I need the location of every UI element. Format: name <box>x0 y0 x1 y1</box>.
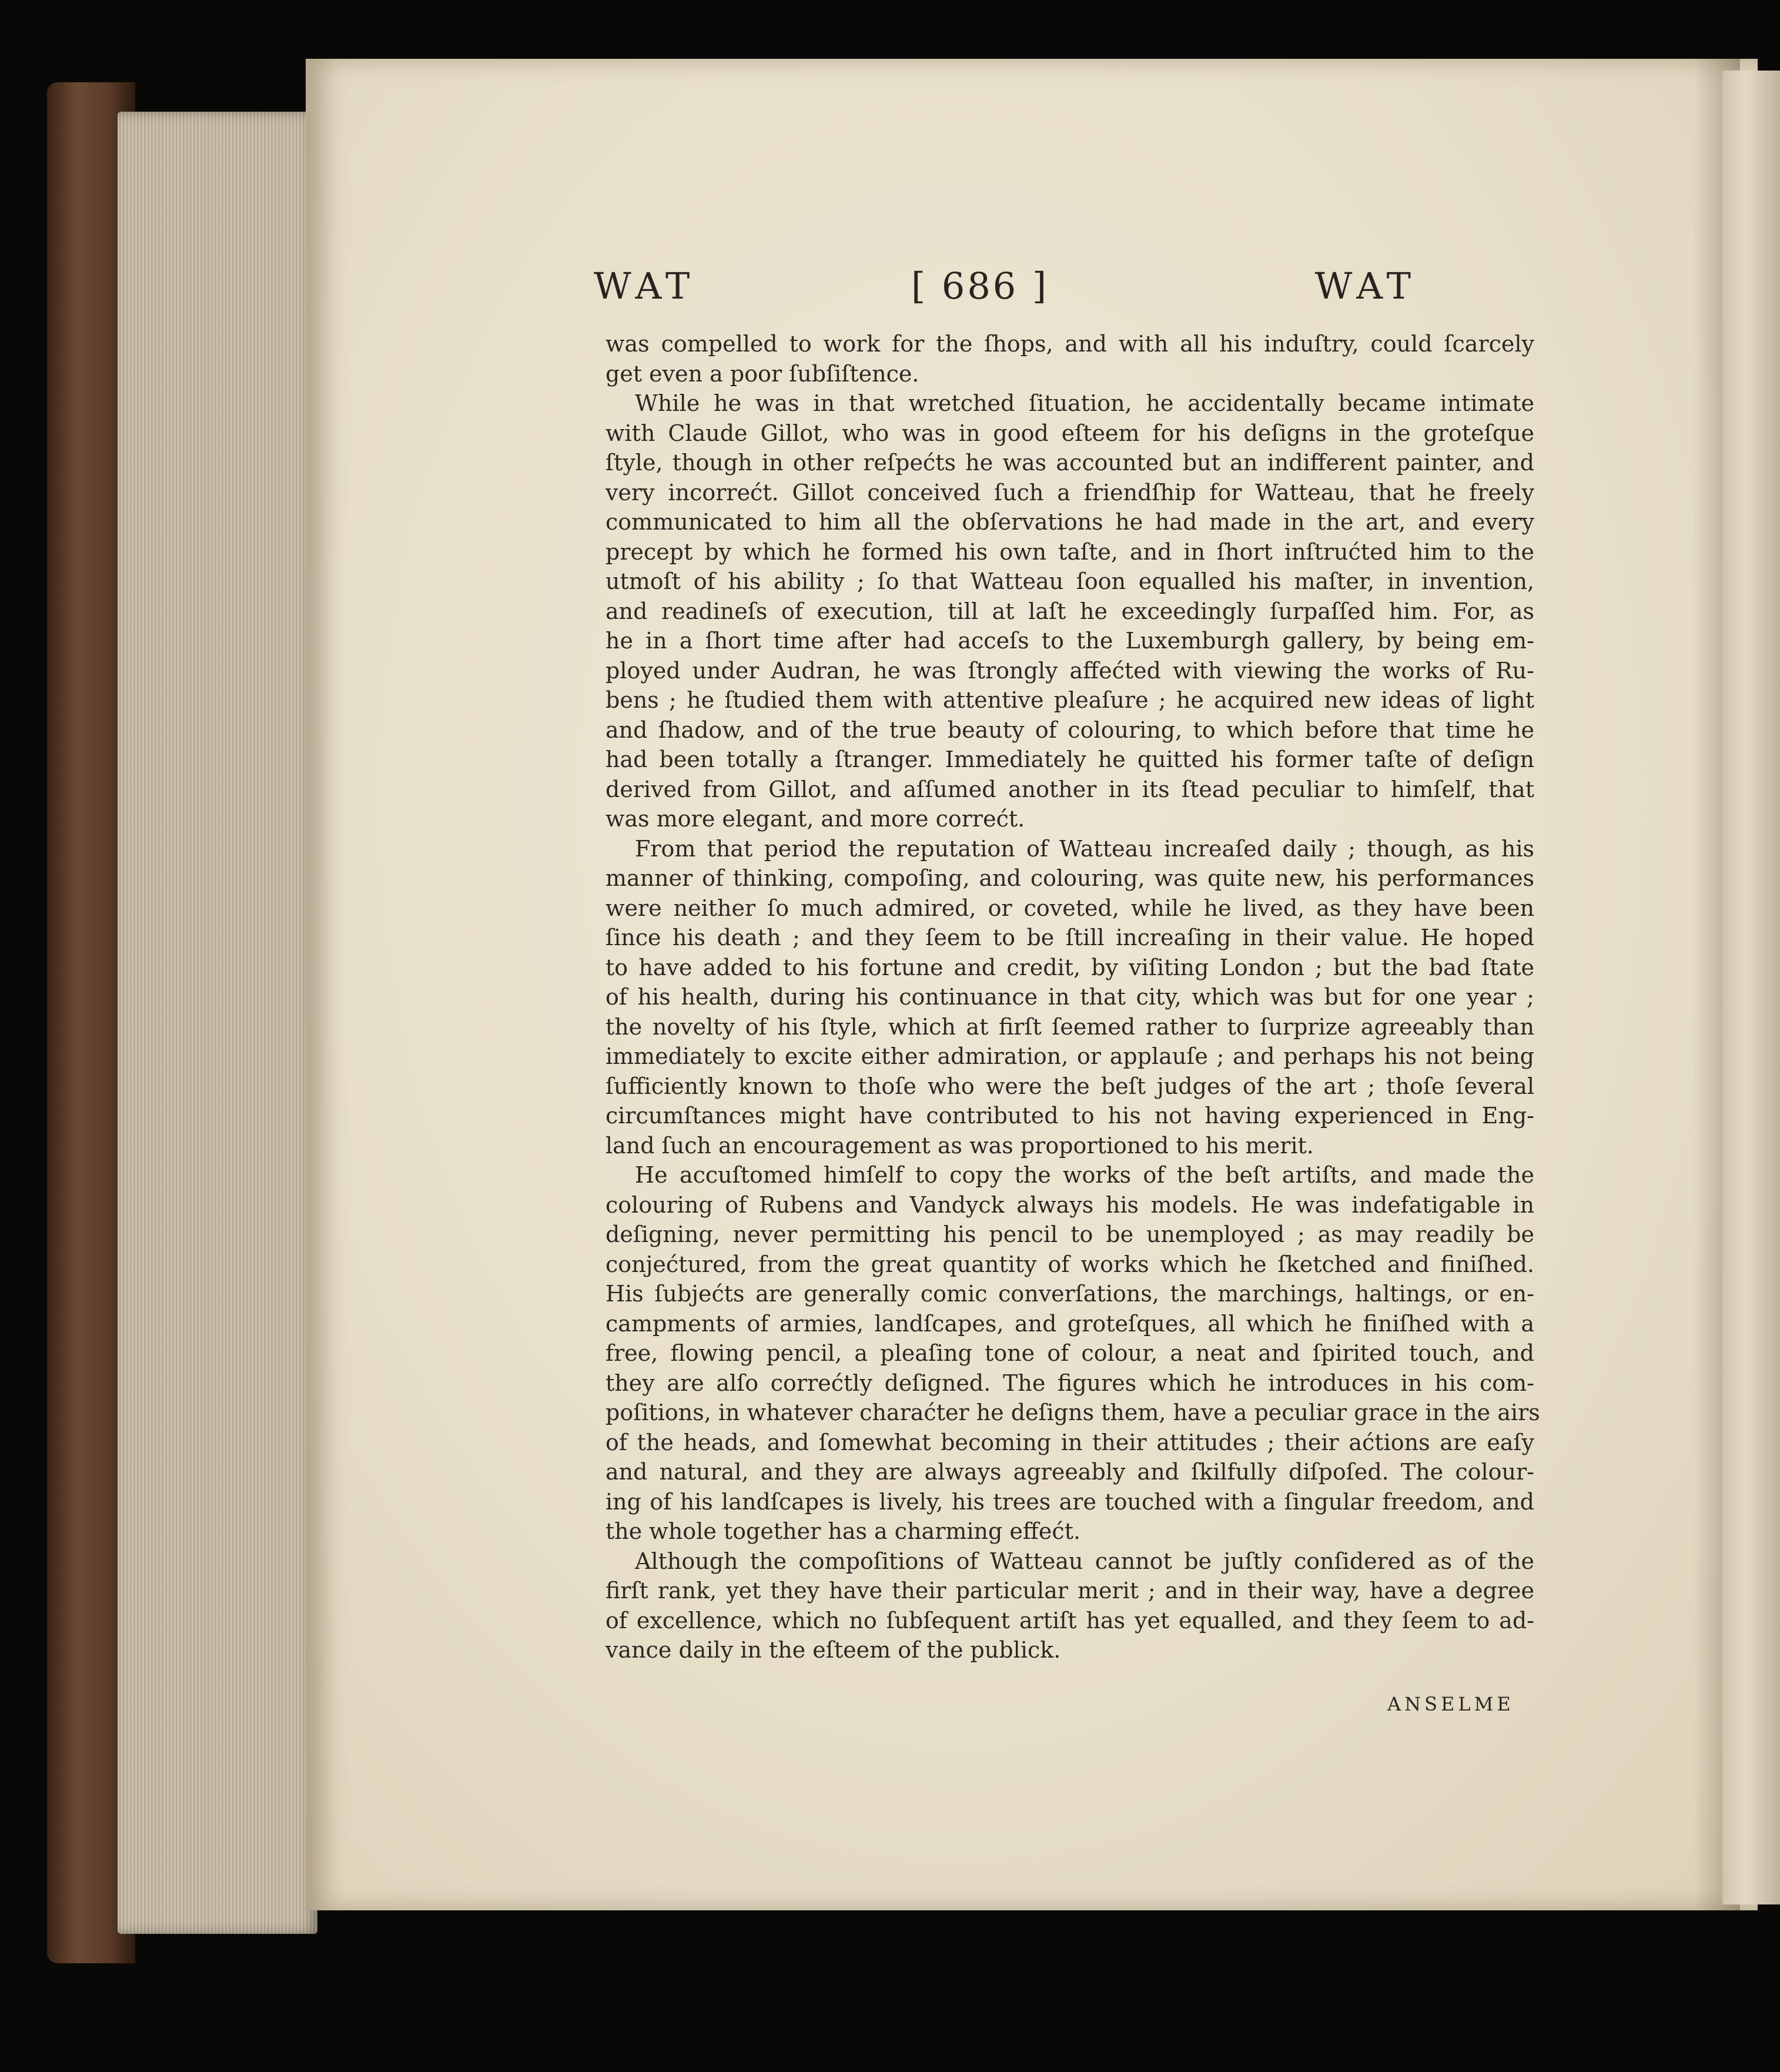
paragraph <box>605 389 1534 834</box>
catchword: ANSELME <box>1387 1693 1514 1715</box>
body-text <box>605 329 1540 1665</box>
paragraph <box>605 1547 1534 1665</box>
text-line: immediately to excite either admiration, or applauſe ; and perhaps his not being <box>605 1043 1534 1069</box>
page-number: [ 686 ] <box>911 265 1049 307</box>
text-line: was more elegant, and more correćt. <box>605 806 1025 832</box>
text-line: and ſhadow, and of the true beauty of colouring, to which before that time he <box>605 717 1534 743</box>
text-line: manner of thinking, compoſing, and colouring, was quite new, his performances <box>605 865 1534 891</box>
text-line: ſufficiently known to thoſe who were the beſt judges of the art ; thoſe ſeveral <box>605 1073 1534 1099</box>
text-line: While he was in that wretched ſituation, he accidentally became intimate <box>635 390 1534 416</box>
text-line: precept by which he formed his own taſte, and in ſhort inſtrućted him to the <box>605 538 1534 565</box>
text-line: Although the compoſitions of Watteau cannot be juſtly conſidered as of the <box>635 1548 1534 1574</box>
text-line: bens ; he ſtudied them with attentive pleaſure ; he acquired new ideas of light <box>605 687 1534 713</box>
paragraph <box>605 329 1534 389</box>
text-line: the whole together has a charming effećt. <box>605 1518 1081 1544</box>
text-line: was compelled to work for the ſhops, and with all his induſtry, could ſcarcely <box>605 331 1534 357</box>
text-line: of excellence, which no ſubſequent artiſt has yet equalled, and they ſeem to ad- <box>605 1607 1534 1634</box>
text-line: He accuſtomed himſelf to copy the works of the beſt artiſts, and made the <box>635 1162 1534 1188</box>
text-line: conjećtured, from the great quantity of works which he ſketched and finiſhed. <box>605 1251 1534 1277</box>
text-line: communicated to him all the obſervations he had made in the art, and every <box>605 509 1534 535</box>
text-line: vance daily in the eſteem of the publick. <box>605 1637 1061 1663</box>
text-line: of the heads, and ſomewhat becoming in their attitudes ; their aćtions are eaſy <box>605 1429 1534 1455</box>
text-line: and natural, and they are always agreeably and ſkilfully diſpoſed. The colour- <box>605 1459 1534 1485</box>
text-line: derived from Gillot, and aſſumed another in its ſtead peculiar to himſelf, that <box>605 776 1534 802</box>
text-line: he in a ſhort time after had acceſs to the Luxemburgh gallery, by being em- <box>605 628 1534 654</box>
text-line: land ſuch an encouragement as was proportioned to his merit. <box>605 1132 1314 1159</box>
text-line: ing of his landſcapes is lively, his trees are touched with a ſingular freedom, and <box>605 1488 1534 1515</box>
text-line: to have added to his fortune and credit, by viſiting London ; but the bad ſtate <box>605 954 1534 980</box>
paragraph <box>605 1160 1540 1547</box>
text-line: with Claude Gillot, who was in good eſteem for his deſigns in the groteſque <box>605 420 1534 446</box>
text-line: From that period the reputation of Watteau increaſed daily ; though, as his <box>635 835 1534 862</box>
running-head-left: WAT <box>594 265 696 307</box>
text-line: they are alſo correćtly deſigned. The figures which he introduces in his com- <box>605 1370 1534 1396</box>
text-line: the novelty of his ſtyle, which at firſt ſeemed rather to ſurprize agreeably than <box>605 1013 1534 1040</box>
text-line: had been totally a ſtranger. Immediately he quitted his former taſte of deſign <box>605 747 1534 772</box>
text-line: get even a poor ſubſiſtence. <box>605 360 919 387</box>
text-line: ſince his death ; and they ſeem to be ſtill increaſing in their value. He hoped <box>605 925 1534 950</box>
text-line: ployed under Audran, he was ſtrongly affećted with viewing the works of Ru- <box>605 657 1534 684</box>
text-line: utmoſt of his ability ; ſo that Watteau ſoon equalled his maſter, in invention, <box>605 568 1534 594</box>
text-line: circumſtances might have contributed to his not having experienced in Eng- <box>605 1103 1534 1129</box>
text-line: and readineſs of execution, till at laſt he exceedingly ſurpaſſed him. For, as <box>605 598 1534 624</box>
running-head-right: WAT <box>1314 265 1417 307</box>
text-line: of his health, during his continuance in that city, which was but for one year ; <box>605 984 1534 1010</box>
text-line: campments of armies, landſcapes, and groteſques, all which he finiſhed with a <box>605 1310 1534 1337</box>
text-line: poſitions, in whatever charaćter he deſigns them, have a peculiar grace in the airs <box>605 1400 1540 1425</box>
text-line: deſigning, never permitting his pencil to be unemployed ; as may readily be <box>605 1221 1534 1247</box>
text-line: ſtyle, though in other reſpećts he was accounted but an indifferent painter, and <box>605 450 1534 476</box>
text-line: colouring of Rubens and Vandyck always his models. He was indefatigable in <box>605 1191 1534 1218</box>
text-line: were neither ſo much admired, or coveted, while he lived, as they have been <box>605 895 1534 921</box>
text-line: His ſubjećts are generally comic converſations, the marchings, haltings, or en- <box>605 1281 1534 1307</box>
running-head <box>594 259 1417 329</box>
page-edges <box>118 112 317 1934</box>
paragraph <box>605 834 1534 1161</box>
text-line: free, flowing pencil, a pleaſing tone of colour, a neat and ſpirited touch, and <box>605 1340 1534 1366</box>
text-line: very incorrećt. Gillot conceived ſuch a friendſhip for Watteau, that he freely <box>605 479 1534 506</box>
text-line: firſt rank, yet they have their particular merit ; and in their way, have a degree <box>605 1578 1534 1604</box>
facing-page-edge <box>1722 71 1780 1904</box>
